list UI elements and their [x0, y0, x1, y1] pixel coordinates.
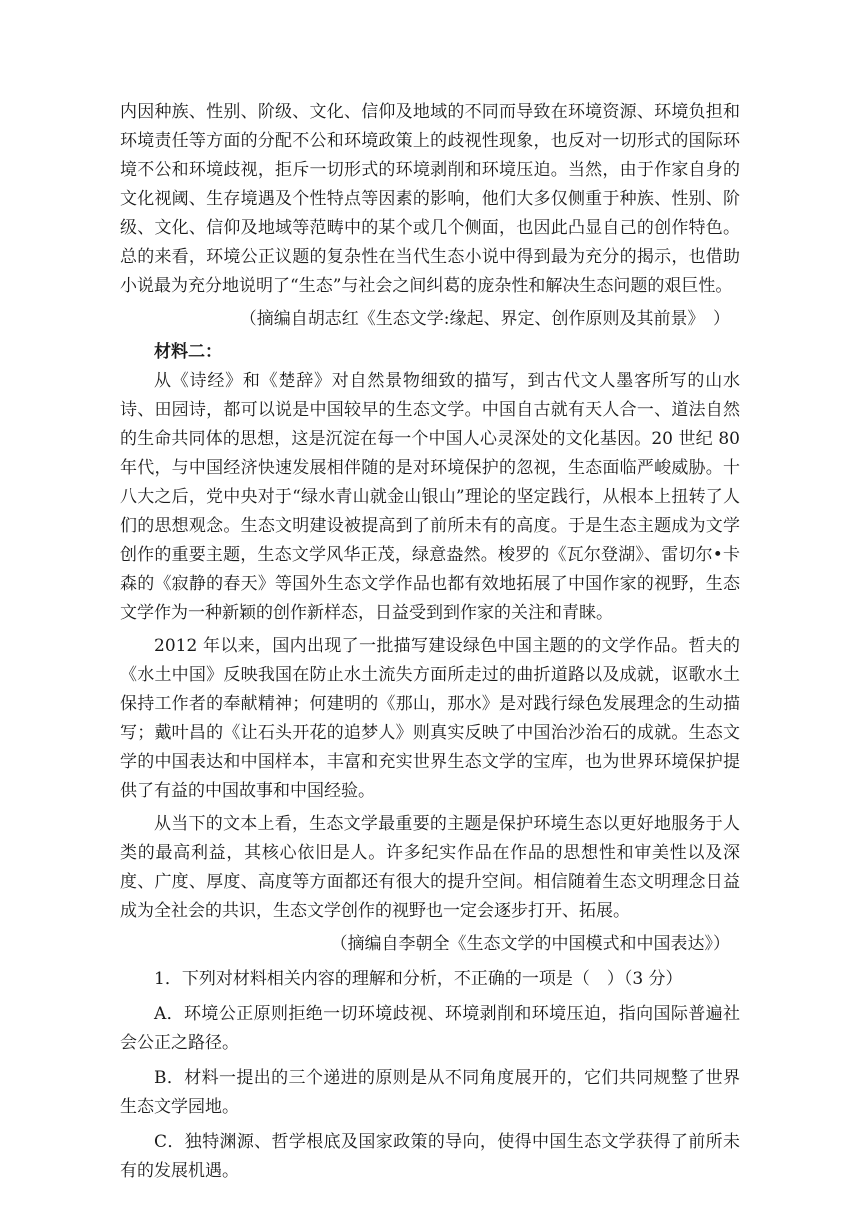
- material2-paragraph: 从当下的文本上看，生态文学最重要的主题是保护环境生态以更好地服务于人类的最高利益，其核心依旧是人。许多纪实作品在作品的思想性和审美性以及深度、广度、厚度、高度等方面都还有很大的提升空间。相信随着生态文明理念日益成为全社会的共识，生态文学创作的视野也一定会逐步打开、拓展。: [120, 814, 740, 921]
- document-body: [120, 98, 740, 1186]
- material2-source: （摘编自李朝全《生态文学的中国模式和中国表达》）: [330, 934, 730, 954]
- question-1-option-b: B．材料一提出的三个递进的原则是从不同角度展开的，它们共同规整了世界生态文学园地。: [120, 1068, 740, 1117]
- material2-paragraph: 2012 年以来，国内出现了一批描写建设绿色中国主题的的文学作品。哲夫的《水土中国》反映我国在防止水土流失方面所走过的曲折道路以及成就，讴歌水土保持工作者的奉献精神；何建明的《那山，那水》是对践行绿色发展理念的生动描写；戴叶昌的《让石头开花的追梦人》则真实反映了中国治沙治石的成就。生态文学的中国表达和中国样本，丰富和充实世界生态文学的宝库，也为世界环境保护提供了有益的中国故事和中国经验。: [120, 636, 740, 801]
- material2-heading: 材料二：: [154, 342, 222, 362]
- material1-source: （摘编自胡志红《生态文学:缘起、界定、创作原则及其前景》 ）: [239, 309, 730, 329]
- question-1-stem: 1．下列对材料相关内容的理解和分析，不正确的一项是（ ）（3 分）: [154, 969, 683, 989]
- question-1-option-a: A．环境公正原则拒绝一切环境歧视、环境剥削和环境压迫，指向国际普遍社会公正之路径。: [120, 1004, 740, 1053]
- material1-continuation: 内因种族、性别、阶级、文化、信仰及地域的不同而导致在环境资源、环境负担和环境责任等方面的分配不公和环境政策上的歧视性现象，也反对一切形式的国际环境不公和环境歧视，拒斥一切形式的环境剥削和环境压迫。当然，由于作家自身的文化视阈、生存境遇及个性特点等因素的影响，他们大多仅侧重于种族、性别、阶级、文化、信仰及地域等范畴中的某个或几个侧面，也因此凸显自己的创作特色。总的来看，环境公正议题的复杂性在当代生态小说中得到最为充分的揭示，也借助小说最为充分地说明了“生态”与社会之间纠葛的庞杂性和解决生态问题的艰巨性。: [120, 102, 740, 296]
- question-1-option-c: C．独特渊源、哲学根底及国家政策的导向，使得中国生态文学获得了前所未有的发展机遇。: [120, 1132, 740, 1181]
- material2-paragraph: 从《诗经》和《楚辞》对自然景物细致的描写，到古代文人墨客所写的山水诗、田园诗，都可以说是中国较早的生态文学。中国自古就有天人合一、道法自然的生命共同体的思想，这是沉淀在每一个中国人心灵深处的文化基因。20 世纪 80 年代，与中国经济快速发展相伴随的是对环境保护的忽视，生态面临严峻威胁。十八大之后，党中央对于“绿水青山就金山银山”理论的坚定践行，从根本上扭转了人们的思想观念。生态文明建设被提高到了前所未有的高度。于是生态主题成为文学创作的重要主题，生态文学风华正茂，绿意盎然。梭罗的《瓦尔登湖》、雷切尔•卡森的《寂静的春天》等国外生态文学作品也都有效地拓展了中国作家的视野，生态文学作为一种新颖的创作新样态，日益受到到作家的关注和青睐。: [120, 371, 740, 623]
